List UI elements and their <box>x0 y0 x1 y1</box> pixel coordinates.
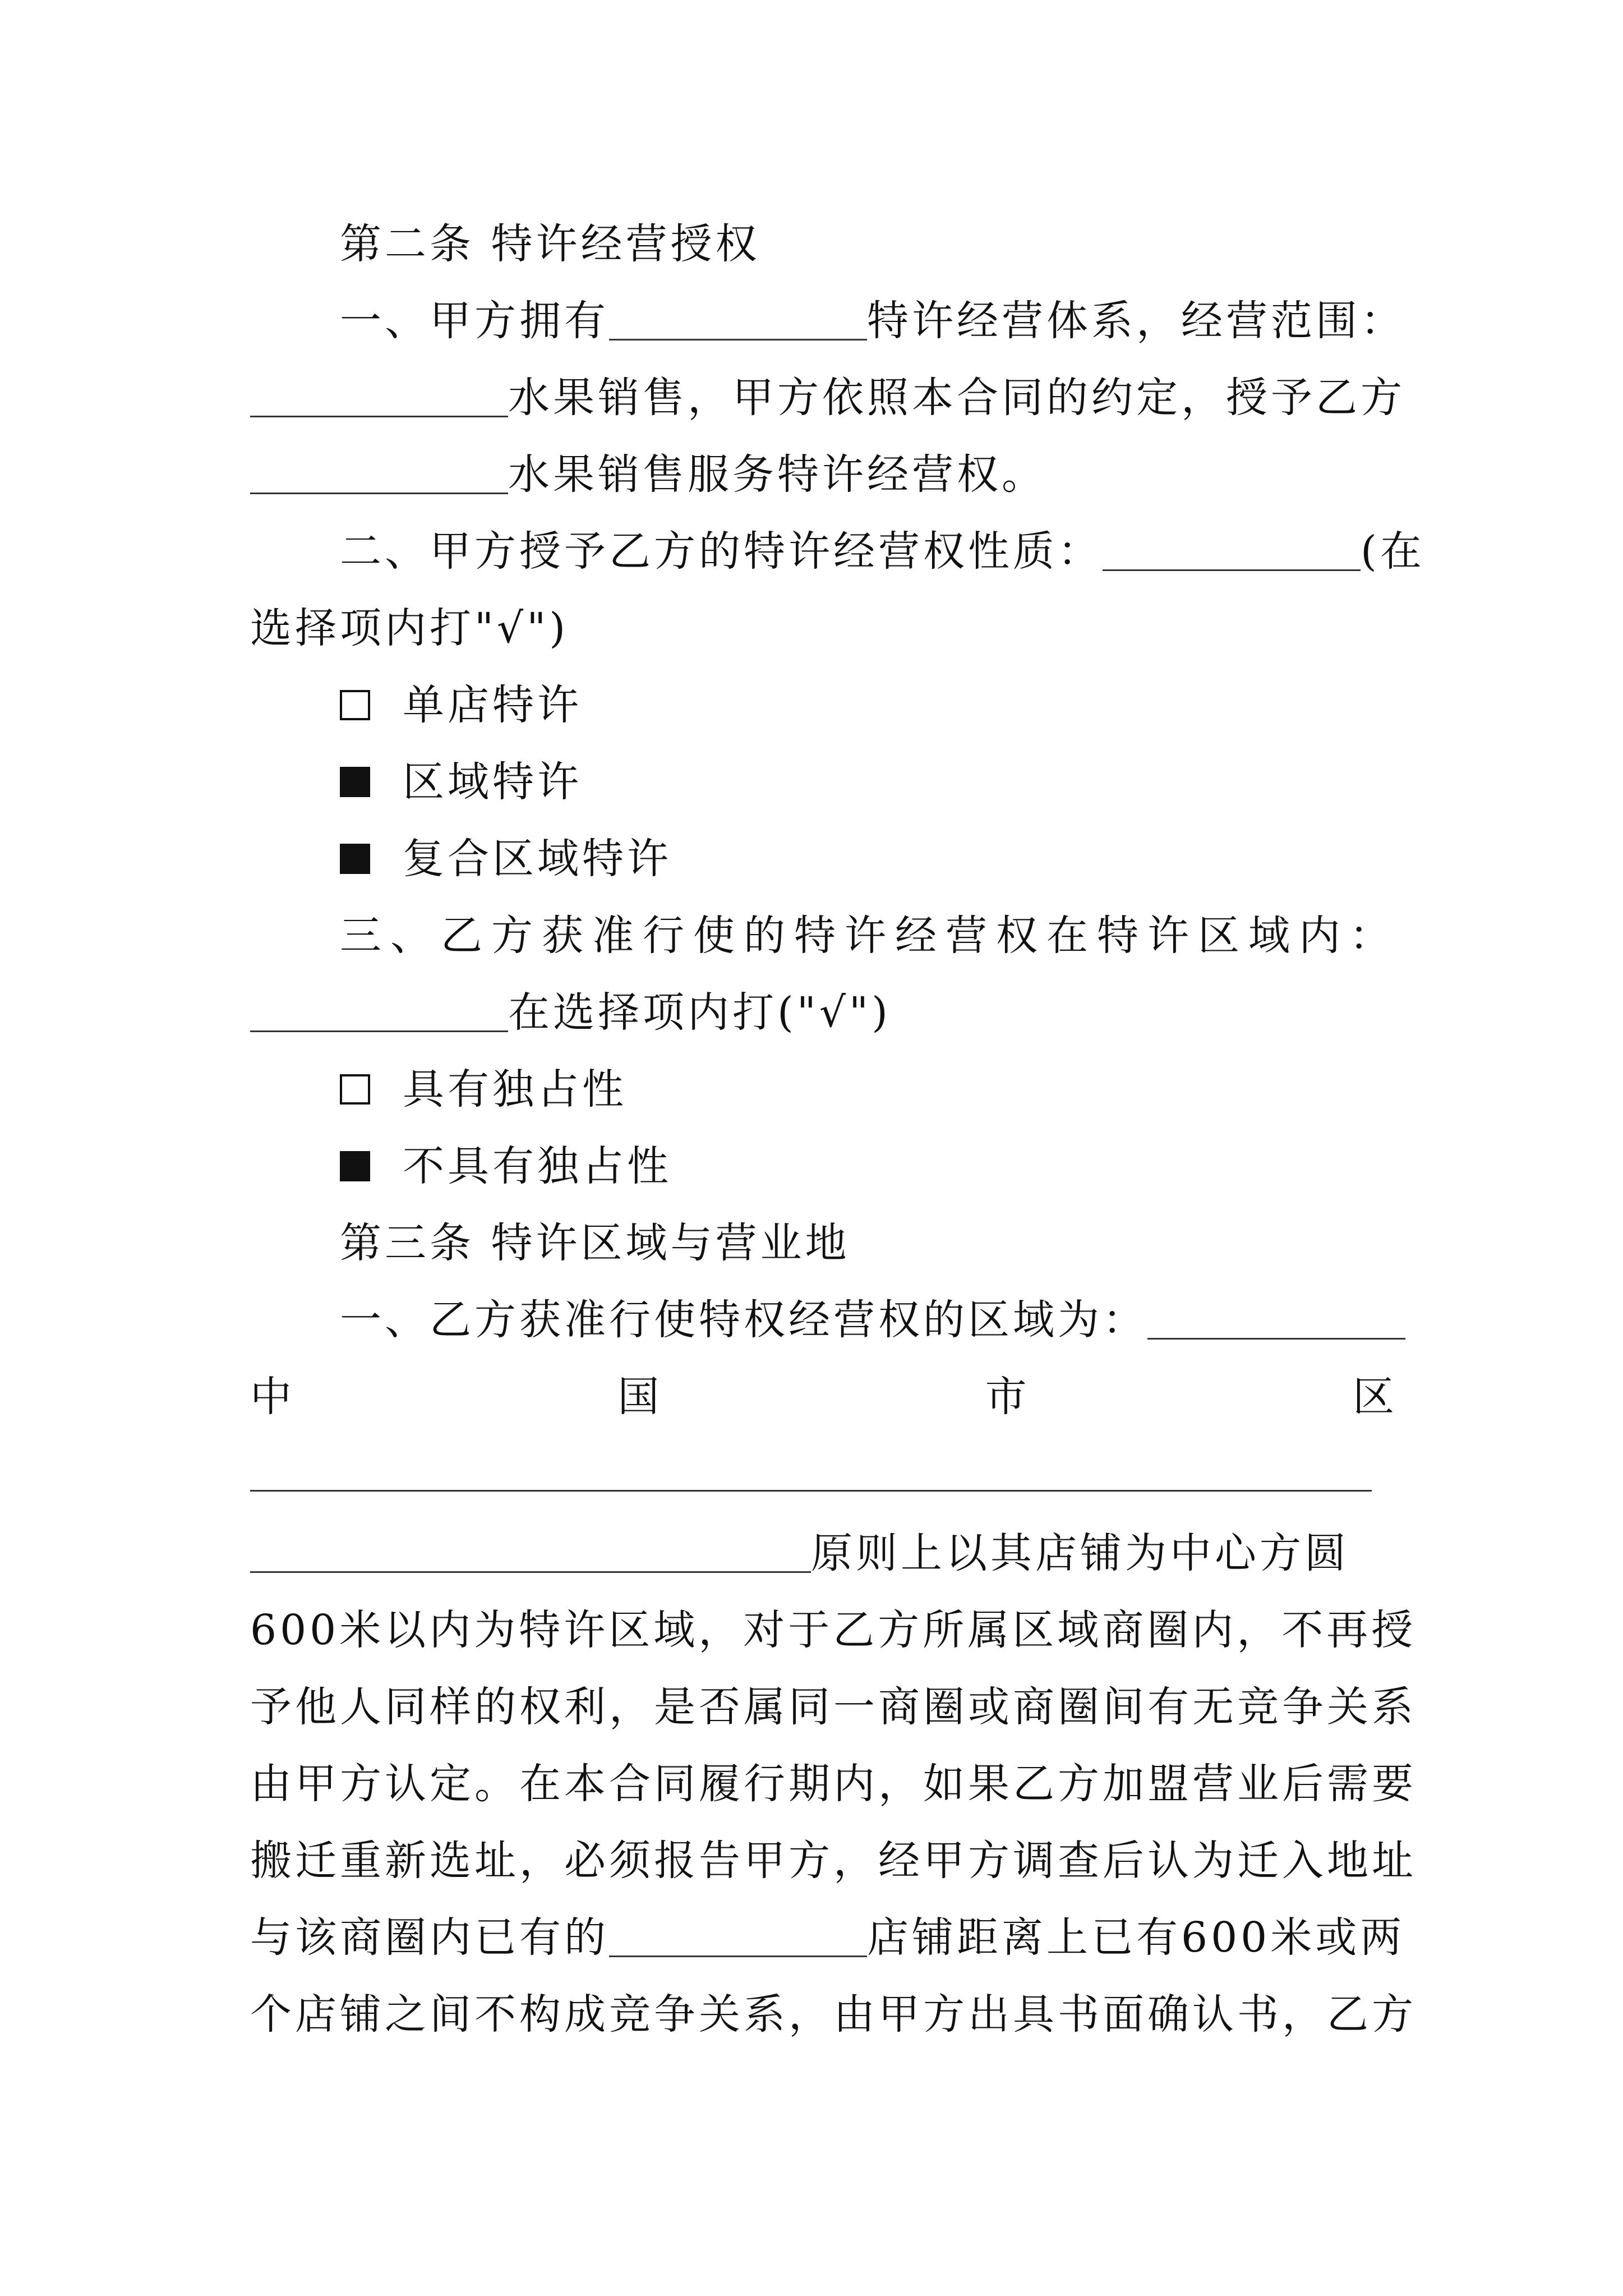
article-3-para-1-line-3: 原则上以其店铺为中心方圆 <box>250 1520 1394 1587</box>
address-line <box>250 1363 1394 1430</box>
checkbox-filled-icon[interactable] <box>340 1151 370 1181</box>
article-2-para-1-line-3: 水果销售服务特许经营权。 <box>250 441 1394 508</box>
article-3-para-1-line-1: 一、乙方获准行使特权经营权的区域为： <box>340 1286 1394 1354</box>
address-country: 中 <box>250 1373 292 1421</box>
article-2-para-3-line-1: 三、乙方获准行使的特许经营权在特许区域内： <box>340 912 1400 960</box>
article-2-para-1-line-2: 水果销售，甲方依照本合同的约定，授予乙方 <box>250 364 1394 431</box>
address-city: 市 <box>985 1373 1027 1421</box>
address-blank-rule[interactable] <box>250 1490 1372 1492</box>
article-3-para-1-line-7: 搬迁重新选址，必须报告甲方，经甲方调查后认为迁入地址 <box>250 1837 1417 1885</box>
article-3-title: 第三条 特许区域与营业地 <box>340 1219 850 1267</box>
blank-field[interactable] <box>250 364 508 417</box>
option-single-store[interactable]: 单店特许 <box>340 671 1394 739</box>
checkbox-filled-icon[interactable] <box>340 767 370 797</box>
checkbox-empty-icon[interactable] <box>340 690 370 720</box>
checkbox-empty-icon[interactable] <box>340 1074 370 1105</box>
blank-field[interactable] <box>1147 1286 1405 1340</box>
option-non-exclusive[interactable]: 不具有独占性 <box>340 1133 1394 1200</box>
article-3-para-1-line-5: 予他人同样的权利，是否属同一商圈或商圈间有无竞争关系 <box>250 1683 1417 1731</box>
blank-field[interactable] <box>609 1904 867 1957</box>
option-exclusive[interactable]: 具有独占性 <box>340 1056 1394 1123</box>
article-3-para-1-line-4: 600米以内为特许区域，对于乙方所属区域商圈内，不再授 <box>250 1606 1417 1654</box>
address-district: 区 <box>1352 1373 1394 1421</box>
option-regional[interactable]: 区域特许 <box>340 748 1394 816</box>
article-2-para-1-line-1: 一、甲方拥有 特许经营体系，经营范围： <box>340 287 1394 355</box>
option-composite-regional[interactable]: 复合区域特许 <box>340 825 1394 892</box>
blank-field[interactable] <box>250 1520 811 1573</box>
article-3-para-1-line-6: 由甲方认定。在本合同履行期内，如果乙方加盟营业后需要 <box>250 1760 1417 1808</box>
article-2-para-2-line-1: 二、甲方授予乙方的特许经营权性质： (在 <box>340 518 1394 585</box>
article-2-title: 第二条 特许经营授权 <box>340 220 760 268</box>
blank-field[interactable] <box>250 979 508 1032</box>
article-3-para-1-line-9: 个店铺之间不构成竞争关系，由甲方出具书面确认书，乙方 <box>250 1990 1417 2039</box>
blank-field[interactable] <box>1103 518 1361 571</box>
blank-field[interactable] <box>609 287 867 341</box>
article-2-para-3-line-2: 在选择项内打("√") <box>250 979 1394 1046</box>
blank-field[interactable] <box>250 441 508 494</box>
article-3-para-1-line-8: 与该商圈内已有的 店铺距离上已有600米或两 <box>250 1904 1394 1971</box>
checkbox-filled-icon[interactable] <box>340 844 370 874</box>
address-country-2: 国 <box>617 1373 660 1421</box>
article-2-para-2-line-2: 选择项内打"√") <box>250 604 569 652</box>
